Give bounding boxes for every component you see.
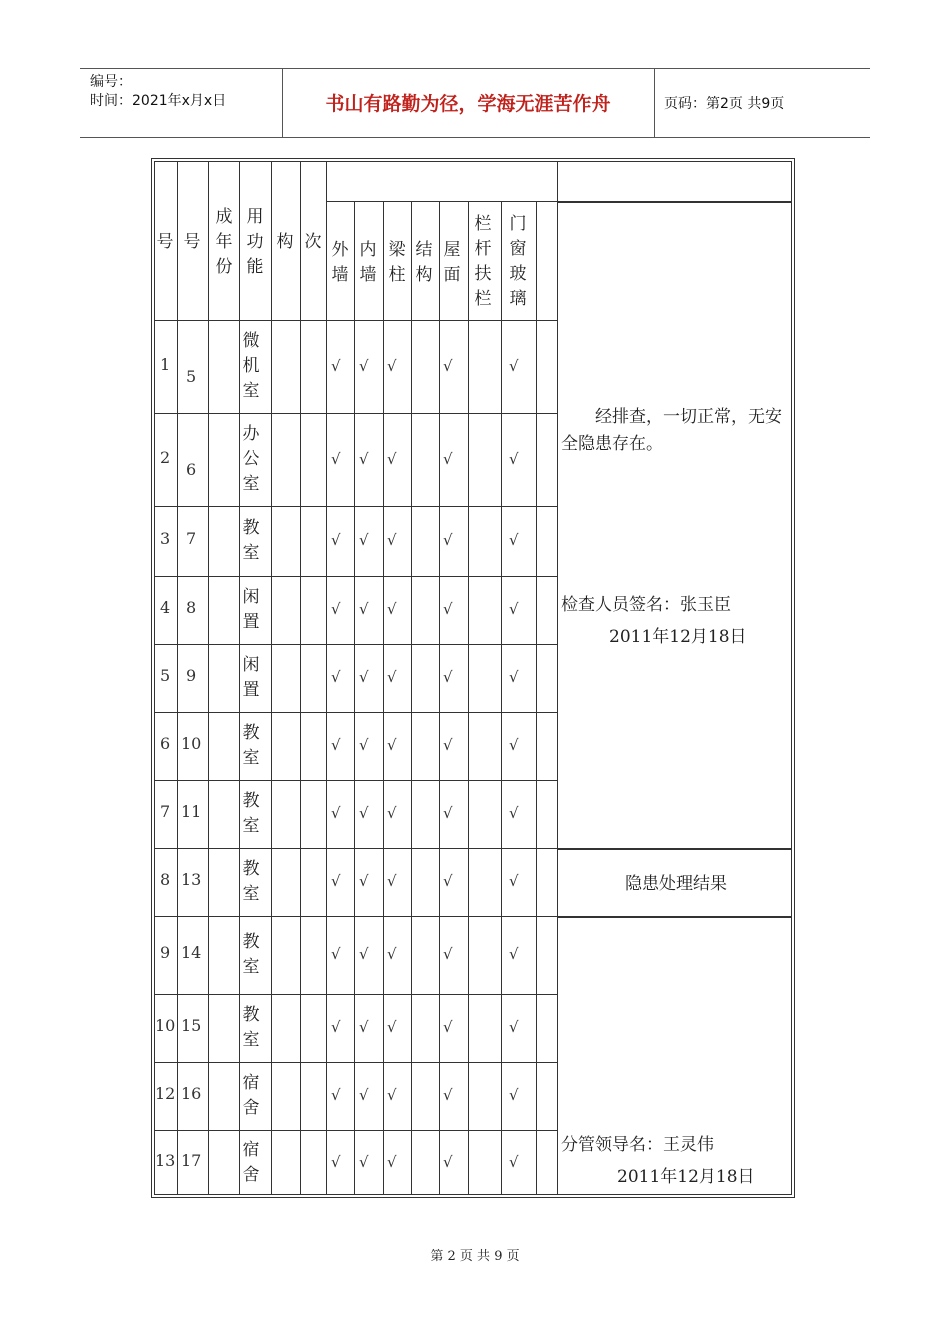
check-mark: √ [509,1018,519,1036]
row-divider [154,1062,557,1063]
row-number: 13 [155,1150,176,1170]
check-mark: √ [359,1018,369,1036]
check-mark: √ [387,1086,397,1104]
row-divider [154,320,557,321]
row-divider [154,712,557,713]
check-mark: √ [331,804,341,822]
check-mark: √ [359,668,369,686]
check-mark: √ [443,1018,453,1036]
room-number: 5 [186,366,197,386]
row-number: 1 [160,354,171,374]
check-mark: √ [331,1018,341,1036]
check-mark: √ [359,804,369,822]
room-use: 教室 [242,1005,260,1050]
check-mark: √ [359,872,369,890]
check-mark: √ [443,668,453,686]
column-divider [271,161,272,1195]
check-mark: √ [359,449,369,468]
check-mark: √ [509,945,519,963]
row-number: 3 [160,529,171,548]
row-divider [154,413,557,414]
col-header-beam-column: 梁柱 [388,240,406,285]
room-number: 17 [181,1150,202,1170]
column-divider [501,201,502,1195]
column-divider [300,161,301,1195]
col-header-room: 号 [183,232,201,252]
check-mark: √ [509,872,519,890]
room-number: 9 [186,666,197,685]
check-mark: √ [509,1086,519,1104]
check-mark: √ [387,1152,397,1171]
panel-divider [557,848,792,850]
room-number: 15 [181,1016,202,1035]
check-mark: √ [331,449,341,468]
row-number: 7 [160,802,171,821]
row-divider [154,576,557,577]
check-mark: √ [359,945,369,963]
page-footer: 第 2 页 共 9 页 [430,1249,520,1264]
row-divider [154,1130,557,1131]
check-mark: √ [387,356,397,375]
check-mark: √ [331,600,341,618]
check-mark: √ [331,736,341,754]
room-number: 11 [181,802,202,821]
row-number: 6 [160,734,171,753]
result-title: 隐患处理结果 [625,874,727,894]
check-mark: √ [331,945,341,963]
check-mark: √ [359,1086,369,1104]
row-number: 2 [160,447,171,467]
room-number: 8 [186,598,197,617]
column-divider [439,201,440,1195]
check-mark: √ [509,600,519,618]
room-number: 7 [186,529,197,548]
col-header-year: 成年份 [215,207,233,277]
check-mark: √ [387,531,397,549]
check-mark: √ [443,600,453,618]
check-mark: √ [387,872,397,890]
room-use: 闲置 [242,655,260,700]
column-divider [536,201,537,1195]
row-number: 5 [160,666,171,685]
check-mark: √ [387,668,397,686]
check-mark: √ [443,736,453,754]
header-band-divider [326,201,558,202]
room-number: 6 [186,459,197,479]
col-header-no: 号 [156,232,174,252]
header-motto: 书山有路勤为径，学海无涯苦作舟 [325,93,611,115]
col-header-structure2: 结构 [415,240,433,285]
check-mark: √ [359,531,369,549]
row-divider [154,506,557,507]
column-divider [177,161,178,1195]
room-use: 教室 [242,932,260,977]
check-mark: √ [331,531,341,549]
col-header-times: 次 [304,232,322,252]
room-use: 教室 [242,518,260,563]
column-divider [411,201,412,1195]
header-band-divider [557,201,792,203]
col-header-inner-wall: 内墙 [359,240,377,285]
check-mark: √ [387,1018,397,1036]
check-mark: √ [387,600,397,618]
room-number: 13 [181,870,202,889]
row-number: 12 [155,1084,176,1103]
inspector-signature: 检查人员签名：张玉臣 [561,595,731,615]
time-label: 时间：2021年x月x日 [90,93,227,109]
row-divider [154,916,557,917]
header-meta [90,73,226,111]
check-mark: √ [509,1152,519,1171]
room-number: 16 [181,1084,202,1103]
check-mark: √ [359,736,369,754]
row-divider [154,780,557,781]
row-number: 9 [160,943,171,962]
column-divider [468,201,469,1195]
column-divider [326,161,327,1195]
check-mark: √ [509,668,519,686]
header-divider [654,69,655,137]
row-number: 4 [160,598,171,617]
check-mark: √ [443,1086,453,1104]
room-number: 14 [181,943,202,962]
column-divider [383,201,384,1195]
check-mark: √ [509,356,519,375]
check-mark: √ [443,804,453,822]
inspection-conclusion: 经排查，一切正常，无安全隐患存在。 [561,407,782,454]
check-mark: √ [443,872,453,890]
check-mark: √ [509,804,519,822]
column-divider [557,161,558,1195]
col-header-door-window: 门窗玻璃 [509,214,527,309]
check-mark: √ [359,1152,369,1171]
check-mark: √ [331,1086,341,1104]
room-use: 宿舍 [242,1139,260,1185]
check-mark: √ [443,1152,453,1171]
check-mark: √ [359,356,369,375]
column-divider [354,201,355,1195]
room-use: 教室 [242,859,260,904]
panel-divider [557,916,792,918]
col-header-use: 用功能 [246,207,264,277]
check-mark: √ [443,531,453,549]
header-page-info: 页码：第2页 共9页 [664,96,785,112]
row-number: 10 [155,1016,176,1035]
row-number: 8 [160,870,171,889]
leader-signature: 分管领导名：王灵伟 [561,1135,714,1155]
check-mark: √ [509,531,519,549]
check-mark: √ [443,945,453,963]
check-mark: √ [387,449,397,468]
check-mark: √ [359,600,369,618]
room-use: 教室 [242,791,260,836]
room-use: 宿舍 [242,1073,260,1118]
inspector-date: 2011年12月18日 [609,627,747,647]
room-use: 办公室 [242,424,260,494]
room-use: 闲置 [242,587,260,632]
check-mark: √ [387,945,397,963]
room-use: 微机室 [242,331,260,401]
check-mark: √ [331,1152,341,1171]
check-mark: √ [509,449,519,468]
check-mark: √ [443,356,453,375]
check-mark: √ [387,804,397,822]
col-header-roof: 屋面 [443,240,461,285]
col-header-structure: 构 [276,232,294,252]
room-use: 教室 [242,723,260,768]
check-mark: √ [331,872,341,890]
serial-label: 编号： [90,74,132,90]
col-header-outer-wall: 外墙 [331,240,349,285]
col-header-railing: 栏杆扶栏 [474,214,492,309]
check-mark: √ [443,449,453,468]
leader-date: 2011年12月18日 [617,1167,755,1187]
row-divider [154,848,557,849]
check-mark: √ [387,736,397,754]
check-mark: √ [331,668,341,686]
row-divider [154,644,557,645]
row-divider [154,994,557,995]
column-divider [208,161,209,1195]
room-number: 10 [181,734,202,753]
page-header [80,68,870,138]
check-mark: √ [509,736,519,754]
check-mark: √ [331,356,341,375]
